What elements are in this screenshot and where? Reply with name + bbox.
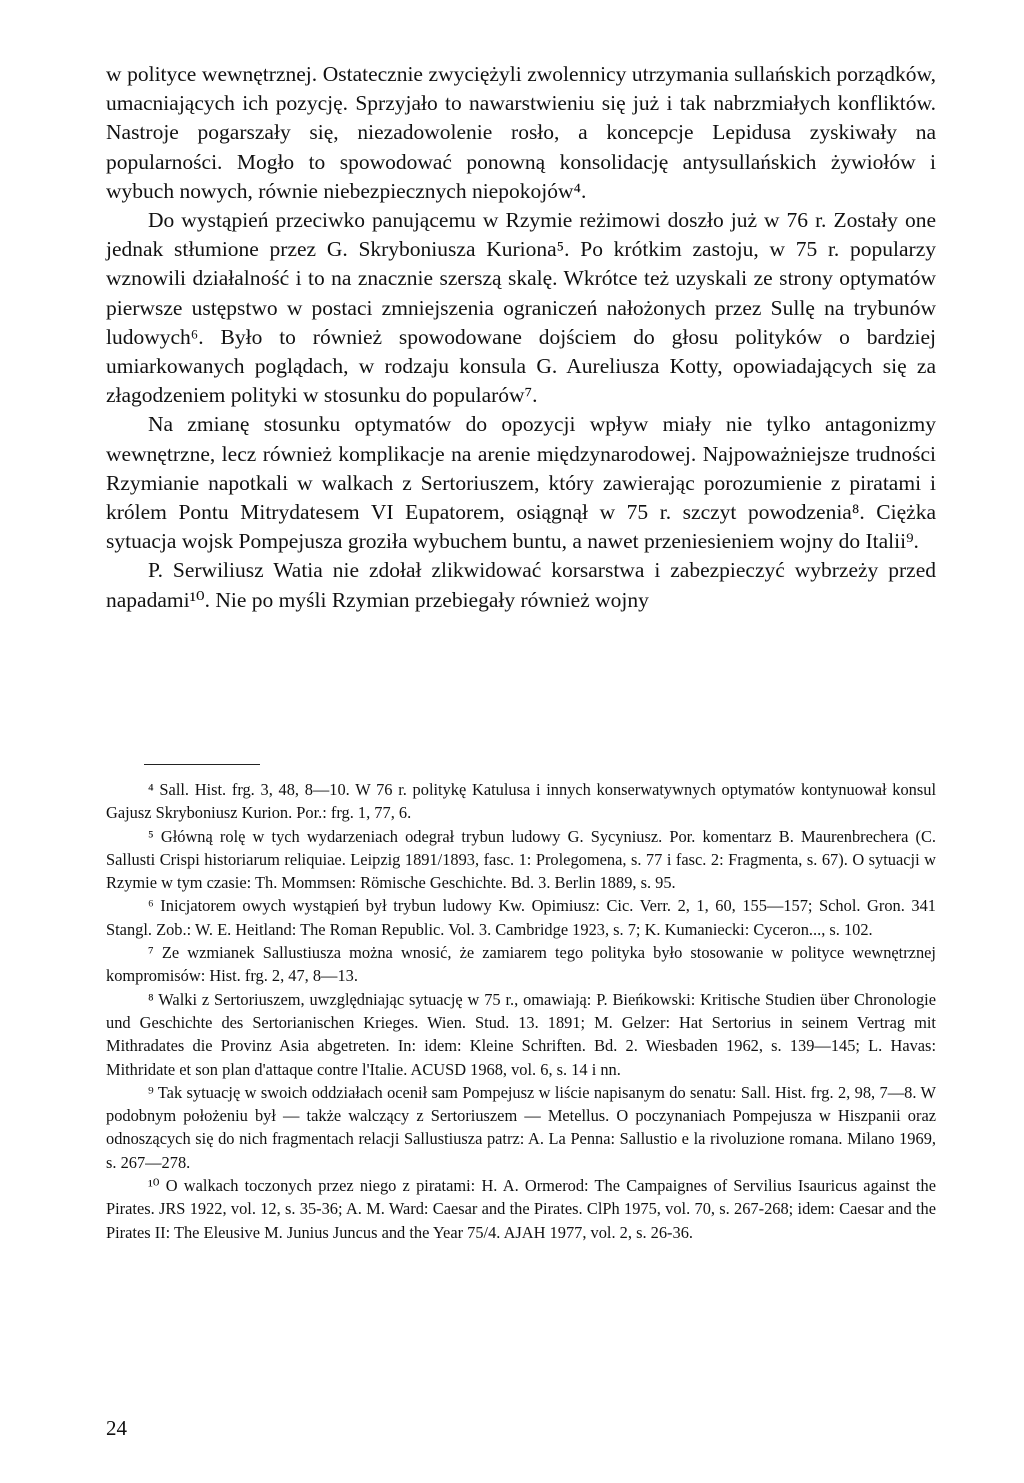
footnote-separator: [144, 764, 260, 765]
paragraph-4: P. Serwiliusz Watia nie zdołał zlikwidować korsarstwa i zabezpieczyć wybrzeży przed napadami¹⁰. Nie po myśli Rzymian przebiegały również wojny: [106, 558, 936, 612]
footnote-7: ⁷ Ze wzmianek Sallustiusza można wnosić, że zamiarem tego polityka było stosowanie w polityce wewnętrznej kompromisów: Hist. frg. 2, 47, 8—13.: [106, 943, 936, 986]
footnote-9: ⁹ Tak sytuację w swoich oddziałach ocenił sam Pompejusz w liście napisanym do senatu: Sall. Hist. frg. 2, 98, 7—8. W podobnym położeniu był — także walczący z Sertoriuszem — Metellus. O poczynaniach Pompejusza w Hiszpanii oraz odnoszących się do nich fragmentach relacji Sallustiusza patrz: A. La Penna: Sallustio e la rivoluzione romana. Milano 1969, s. 267—278.: [106, 1082, 936, 1172]
footnote-8: ⁸ Walki z Sertoriuszem, uwzględniając sytuację w 75 r., omawiają: P. Bieńkowski: Kritische Studien über Chronologie und Geschichte des Sertorianischen Krieges. Wien. Stud. 13. 1891; M. Gelzer: Hat Sertorius in seinem Vertrag mit Mithradates die Provinz Asia abgetreten. In: idem: Kleine Schriften. Bd. 2. Wiesbaden 1962, s. 139—145; L. Havas: Mithridate et son plan d'attaque contre l'Italie. ACUSD 1968, vol. 6, s. 14 i nn.: [106, 989, 936, 1079]
footnote-4: ⁴ Sall. Hist. frg. 3, 48, 8—10. W 76 r. politykę Katulusa i innych konserwatywnych optymatów kontynuował konsul Gajusz Skryboniusz Kurion. Por.: frg. 1, 77, 6.: [106, 780, 936, 823]
paragraph-2: Do wystąpień przeciwko panującemu w Rzymie reżimowi doszło już w 76 r. Zostały one jednak stłumione przez G. Skryboniusza Kuriona⁵. Po krótkim zastoju, w 75 r. popularzy wznowili działalność i to na znacznie szerszą skalę. Wkrótce też uzyskali ze strony optymatów pierwsze ustępstwo w postaci zmniejszenia ograniczeń nałożonych przez Sullę na trybunów ludowych⁶. Było to również spowodowane dojściem do głosu polityków o bardziej umiarkowanych poglądach, w rodzaju konsula G. Aureliusza Kotty, opowiadających się za złagodzeniem polityki w stosunku do popularów⁷.: [106, 208, 936, 408]
paragraph-3: Na zmianę stosunku optymatów do opozycji wpływ miały nie tylko antagonizmy wewnętrzne, lecz również komplikacje na arenie międzynarodowej. Najpoważniejsze trudności Rzymianie napotkali w walkach z Sertoriuszem, który zawierając porozumienie z piratami i królem Pontu Mitrydatesem VI Eupatorem, osiągnął w 75 r. szczyt powodzenia⁸. Ciężka sytuacja wojsk Pompejusza groziła wybuchem buntu, a nawet przeniesieniem wojny do Italii⁹.: [106, 412, 936, 554]
footnote-10: ¹⁰ O walkach toczonych przez niego z piratami: H. A. Ormerod: The Campaignes of Servilius Isauricus against the Pirates. JRS 1922, vol. 12, s. 35-36; A. M. Ward: Caesar and the Pirates. ClPh 1975, vol. 70, s. 267-268; idem: Caesar and the Pirates II: The Eleusive M. Junius Juncus and the Year 75/4. AJAH 1977, vol. 2, s. 26-36.: [106, 1176, 936, 1242]
footnotes: [106, 778, 936, 1244]
footnote-5: ⁵ Główną rolę w tych wydarzeniach odegrał trybun ludowy G. Sycyniusz. Por. komentarz B. Maurenbrechera (C. Sallusti Crispi historiarum reliquiae. Leipzig 1891/1893, fasc. 1: Prolegomena, s. 77 i fasc. 2: Fragmenta, s. 67). O sytuacji w Rzymie w tym czasie: Th. Mommsen: Römische Geschichte. Bd. 3. Berlin 1889, s. 95.: [106, 826, 936, 893]
page-number: 24: [106, 1416, 127, 1440]
footnote-6: ⁶ Inicjatorem owych wystąpień był trybun ludowy Kw. Opimiusz: Cic. Verr. 2, 1, 60, 155—157; Schol. Gron. 341 Stangl. Zob.: W. E. Heitland: The Roman Republic. Vol. 3. Cambridge 1923, s. 7; K. Kumaniecki: Cyceron..., s. 102.: [106, 896, 936, 939]
main-text: [106, 60, 936, 615]
paragraph-1: w polityce wewnętrznej. Ostatecznie zwyciężyli zwolennicy utrzymania sullańskich porządków, umacniających ich pozycję. Sprzyjało to nawarstwieniu się już i tak nabrzmiałych konfliktów. Nastroje pogarszały się, niezadowolenie rosło, a koncepcje Lepidusa zyskiwały na popularności. Mogło to spowodować ponowną konsolidację antysullańskich żywiołów i wybuch nowych, równie niebezpiecznych niepokojów⁴.: [106, 62, 936, 203]
